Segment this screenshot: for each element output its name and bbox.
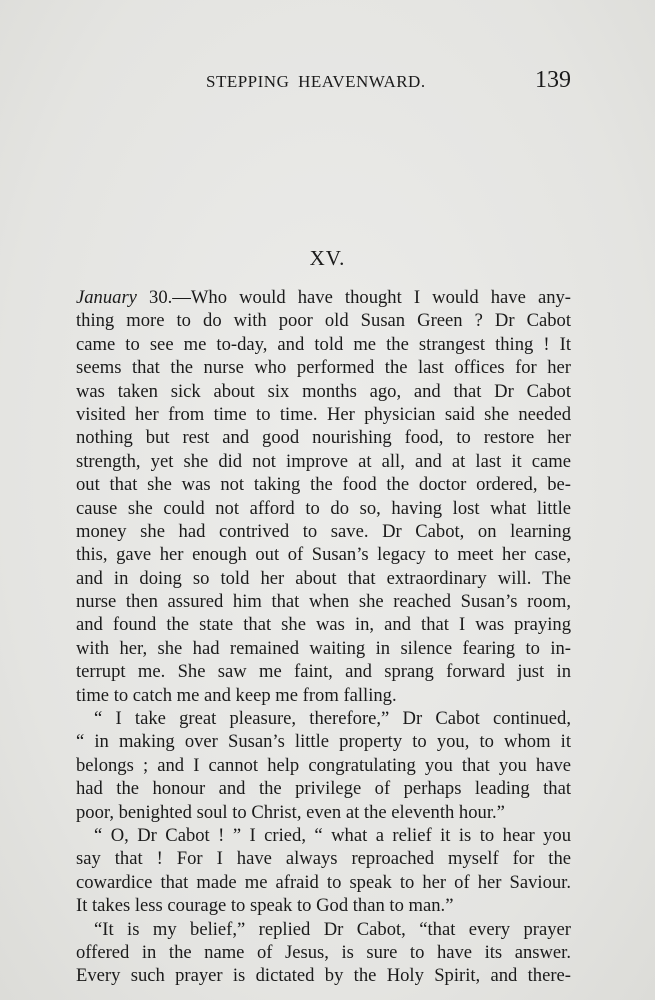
text-line: and found the state that she was in, and that I was praying — [76, 614, 571, 636]
chapter-heading: XV. — [309, 246, 346, 270]
text-line: “ I take great pleasure, therefore,” Dr Cabot continued, — [94, 708, 571, 730]
date-label: January — [76, 287, 137, 308]
paragraph — [76, 286, 571, 707]
paragraph — [76, 918, 571, 988]
paragraph — [76, 824, 571, 918]
text-line: strength, yet she did not improve at all, and at last it came — [76, 450, 571, 472]
text-line: cause she could not afford to do so, having lost what little — [76, 497, 571, 519]
text-line: terrupt me. She saw me faint, and sprang forward just in — [76, 661, 571, 683]
text-line-content: 30.—Who would have thought I would have any- — [136, 287, 571, 308]
body-text — [76, 286, 571, 988]
text-line — [76, 286, 571, 309]
text-line: belongs ; and I cannot help congratulating you that you have — [76, 754, 571, 776]
text-line: was taken sick about six months ago, and that Dr Cabot — [76, 380, 571, 402]
text-line: money she had contrived to save. Dr Cabot, on learning — [76, 520, 571, 542]
text-line: and in doing so told her about that extraordinary will. The — [76, 567, 571, 589]
text-line: It takes less courage to speak to God than to man.” — [76, 895, 454, 917]
text-line: offered in the name of Jesus, is sure to have its answer. — [76, 941, 571, 963]
text-line: Every such prayer is dictated by the Holy Spirit, and there- — [76, 965, 571, 987]
text-line: this, gave her enough out of Susan’s legacy to meet her case, — [76, 544, 571, 566]
text-line: visited her from time to time. Her physician said she needed — [76, 403, 571, 425]
text-line: had the honour and the privilege of perhaps leading that — [76, 778, 571, 800]
text-line: poor, benighted soul to Christ, even at the eleventh hour.” — [76, 801, 505, 823]
running-head — [76, 67, 571, 96]
text-line: time to catch me and keep me from falling. — [76, 684, 397, 706]
paragraph — [76, 707, 571, 824]
text-line: cowardice that made me afraid to speak to her of her Saviour. — [76, 871, 571, 893]
text-line: out that she was not taking the food the doctor ordered, be- — [76, 474, 571, 496]
text-line: “ in making over Susan’s little property to you, to whom it — [76, 731, 571, 753]
text-line: came to see me to-day, and told me the strangest thing ! It — [76, 333, 571, 355]
text-line: thing more to do with poor old Susan Green ? Dr Cabot — [76, 310, 571, 332]
text-line: nothing but rest and good nourishing food, to restore her — [76, 427, 571, 449]
text-line: seems that the nurse who performed the last offices for her — [76, 357, 571, 379]
page-number: 139 — [535, 67, 571, 93]
text-line: “ O, Dr Cabot ! ” I cried, “ what a relief it is to hear you — [94, 824, 571, 846]
text-line: say that ! For I have always reproached myself for the — [76, 848, 571, 870]
text-line: nurse then assured him that when she reached Susan’s room, — [76, 591, 571, 613]
text-line: “It is my belief,” replied Dr Cabot, “that every prayer — [94, 918, 571, 940]
running-title: STEPPING HEAVENWARD. — [206, 72, 426, 91]
text-line: with her, she had remained waiting in silence fearing to in- — [76, 637, 571, 659]
